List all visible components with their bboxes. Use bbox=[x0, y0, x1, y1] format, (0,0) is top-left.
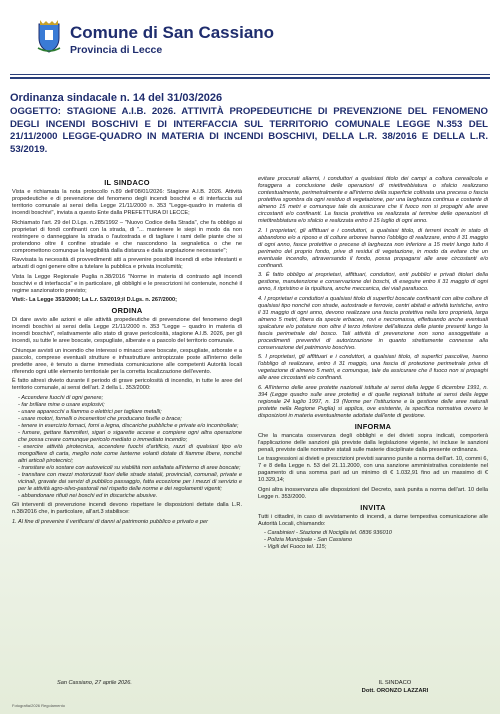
paragraph: Visti:- La Legge 353/2000; La L.r. 53/2019;il D.Lgs. n. 267/2000; bbox=[12, 297, 177, 303]
comune-name: Comune di San Cassiano bbox=[70, 23, 275, 42]
paragraph: 2. I proprietari, gli affittuari e i conduttori, a qualsiasi titolo, di terreni incolti in stato di abbandono e/o a riposo e di colture arboree hanno l'obbligo di realizzare, entro il 31 maggio di ogni anno, fasce protettive o precese di larghezza non inferiore a 15 metri lungo tutto il perimetro del proprio fondo, prive di residui di vegetazione, in modo da evitare che un eventuale incendio, attraversando il fondo, possa propagarsi alle aree circostanti e/o confinanti. bbox=[258, 227, 488, 269]
divider bbox=[10, 77, 490, 79]
signature-name: Dott. ORONZO LAZZARI bbox=[361, 688, 429, 694]
paragraph: 6. All'interno delle aree protette nazionali istituite ai sensi della legge 6 dicembre 1991, n. 394 (Legge quadro sulle aree protette) e di quelle regionali istituite ai sensi della legge regionale 24 luglio 1997, n. 19 (Norme per l'istituzione e la gestione delle aree naturali protette nella Regione Puglia) si applica, ove esistente, la specifica normativa ovvero le disposizioni in materia eventualmente adottate dall'ente di gestione. bbox=[258, 384, 488, 419]
section-heading-ordina: ORDINA bbox=[111, 306, 143, 315]
coat-of-arms-icon bbox=[36, 18, 62, 54]
paragraph: Di dare avvio alle azioni e alle attività propedeutiche di prevenzione del fenomeno degli incendi boschivi ai sensi della Legge 21/11/2000 n. 353 "Legge – quadro in materia di incendi boschivi", relativamente allo stato di grave pericolosità, stagione A.I.B. 2026, per gli incendi, su tutte le aree boscate, cespugliate, alberate e a pascolo del territorio comunale. bbox=[12, 317, 242, 344]
paragraph: Che la mancata osservanza degli obblighi e dei divieti sopra indicati, comporterà l'applicazione delle sanzioni già previste dalla legislazione vigente, ivi incluse le sanzioni penali, previste dalle normative statali sulle materie disciplinate dalla presente ordinanza. bbox=[258, 432, 488, 453]
header bbox=[36, 18, 274, 56]
paragraph: Gli interventi di prevenzione incendi devono rispettare le disposizioni dettate dalla L.R. n.38/2016 che, in particolare, all'art.3 stabilisce: bbox=[12, 502, 242, 515]
paragraph: Ogni altra inosservanza alle disposizioni del Decreto, sarà punita a norma dell'art. 10 della Legge n. 353/2000. bbox=[258, 486, 488, 500]
signature-title: IL SINDACO bbox=[378, 680, 412, 686]
list-item: - abbandonare rifiuti nei boschi ed in discariche abusive. bbox=[18, 492, 158, 499]
signature-date: San Cassiano, 27 aprile 2026. bbox=[57, 680, 132, 686]
list-item: - usare apparecchi a fiamma o elettrici per tagliare metalli; bbox=[18, 408, 162, 415]
paragraph: Vista e richiamata la nota protocollo n.89 dell'08/01/2026: Stagione A.I.B. 2026. Attività propedeutiche e di prevenzione del fenomeno degli incendi boschivi e di interfaccia sul territorio comunale ai sensi della Legge 21/11/2000 n. 353 "Legge-quadro in materia di incendi boschivi", inviata a questo Ente dalla PREFETTURA DI LECCE; bbox=[12, 189, 242, 216]
signature-block bbox=[320, 680, 470, 694]
paragraph: Richiamato l'art. 29 del D.Lgs. n.285/1992 – "Nuovo Codice della Strada", che fa obbligo ai proprietari di fondi confinanti con la strada, di "... mantenere le siepi in modo da non restringere o danneggiare la strada o l'autostrada e di tagliare i rami delle piante che si protendono oltre il confine stradale e che nascondono la segnaletica o che ne compromettono comunque la leggibilità dalla distanza e dalla angolazione necessarie"; bbox=[12, 219, 242, 254]
paragraph: 3. È fatto obbligo ai proprietari, affittuari, conduttori, enti pubblici e privati titolari della gestione, manutenzione e conservazione dei boschi, di eseguire entro il 31 maggio di ogni anno, il ripristino e la ripulitura, anche meccanica, dei viali parafuoco. bbox=[258, 272, 488, 292]
list-item: - usare motori, fornelli o inceneritori che producano faville o brace; bbox=[18, 415, 182, 422]
ordinance-subject: OGGETTO: STAGIONE A.I.B. 2026. ATTIVITÀ PROPEDEUTICHE DI PREVENZIONE DEL FENOMENO DEGLI INCENDI BOSCHIVI E DI INTERFACCIA SUL TERRITORIO COMUNALE LEGGE N.353 DEL 21/11/2000 LEGGE-QUADRO IN MATERIA DI INCENDI BOSCHIVI, DELLA L.R. 38/2016 E DELLA L.R. 53/2019. bbox=[10, 106, 488, 155]
contact-item: - Carabinieri - Stazione di Nociglia tel. 0836 936010 bbox=[264, 530, 392, 536]
divider bbox=[10, 74, 490, 75]
paragraph: 5. I proprietari, gli affittuari e i conduttori, a qualsiasi titolo, di superfici pascolive, hanno l'obbligo di realizzare, entro il 31 maggio, una fascia di protezione perimetrale priva di vegetazione di almeno 5 metri, e comunque, tale da assicurare che il fuoco non si propaghi alle aree circostanti e/o confinanti. bbox=[258, 354, 488, 381]
list-item: - tenere in esercizio fornaci, forni a legna, discariche pubbliche e private e/o incontrollate; bbox=[18, 422, 239, 429]
paragraph: Chiunque avvisti un incendio che interessi o minacci aree boscate, cespugliate, arborate e a pascolo, comprese eventuali strutture e infrastrutture antropizzate poste all'interno delle predette aree, è tenuto a darne immediata comunicazione alle competenti Autorità locali riferendo ogni utile elemento territoriale per la corretta localizzazione dell'evento. bbox=[12, 347, 242, 375]
provincia-name: Provincia di Lecce bbox=[70, 44, 163, 56]
contact-item: - Vigili del Fuoco tel. 115; bbox=[264, 544, 327, 550]
paragraph: 1. Al fine di prevenire il verificarsi di danni al patrimonio pubblico e privato e per bbox=[12, 518, 208, 525]
section-heading-informa: INFORMA bbox=[354, 421, 392, 431]
paragraph: Vista la Legge Regionale Puglia n.38/2016 "Norme in materia di contrasto agli incendi boschivi e di interfaccia" e in particolare, gli obblighi e le prescrizioni ivi contenute, nonché il regime sanzionatorio previsto; bbox=[12, 273, 242, 294]
section-heading-invita: INVITA bbox=[360, 502, 386, 512]
list-item: - transitare e/o sostare con autoveicoli su viabilità non asfaltata all'interno di aree boscate; bbox=[18, 464, 241, 471]
paragraph: 4. I proprietari e conduttori a qualsiasi titolo di superfici boscate confinanti con altre colture di qualsiasi tipo nonché con strade, autostrade e ferrovie, centri abitati e attività turistiche, entro il 31 maggio di ogni anno, devono realizzare una fascia protettiva nella loro proprietà, larga almeno 5 metri, libera da specie erbacee, rovi e necromassa, effettuando anche eventuali spalcature e/o potature non oltre il terzo inferiore dell'altezza delle piante presenti lungo la fascia perimetrale del bosco. Tali attività di prevenzione non sono assoggettate a procedimenti preventivi di autorizzazione in quanto strettamente connesse alla conservazione del patrimonio boschivo. bbox=[258, 295, 488, 351]
list-item: - fumare, gettare fiammiferi, sigari o sigarette accese e compiere ogni altra operazione che possa creare comunque pericolo mediato o immediato incendio; bbox=[18, 429, 242, 443]
paragraph: evitare procurati allarmi, i conduttori a qualsiasi titolo dei campi a coltura cerealicola e foraggera a conclusione delle operazioni di mietitrebbiatura o sfalcio realizzano contestualmente, perimetralmente e all'interno della superficie coltivata una precesa o fascia protettiva sgombra da ogni residuo di vegetazione, per una larghezza continua e costante di almeno 15 metri e comunque tale da assicurare che il fuoco non si propaghi alle aree circostanti e/o confinanti. La fascia protettiva va realizzata al termine delle operazioni di mietitrebbiatura e/o sfalcio e realizzata entro il 15 luglio di ogni anno. bbox=[258, 176, 488, 224]
paragraph: Ravvisata la necessità di provvedimenti atti a prevenire possibili incendi di erbe infestanti e arbusti di ogni genere oltre a tutelare la pubblica e privata incolumità; bbox=[12, 257, 242, 270]
paragraph: Le trasgressioni ai divieti e prescrizioni previsti saranno punite a norma dell'art. 10, commi 6, 7 e 8 della Legge n. 53 del 21.11.2000, con una sanzione amministrativa consistente nel pagamento di una somma pari ad un minimo di € 1.032,91 fino ad un massimo di € 10.329,14; bbox=[258, 456, 488, 483]
list-item: - transitare con mezzi motorizzati fuori delle strade statali, provinciali, comunali, private e vicinali, gravate dai servizi di pubblico passaggio, fatta eccezione per i mezzi di servizio e per le attività agro-silvo-pastorali nel rispetto delle norme e dei regolamenti vigenti; bbox=[18, 471, 242, 492]
right-column bbox=[258, 176, 488, 551]
contact-item: - Polizia Municipale - San Cassiano bbox=[264, 537, 352, 543]
paragraph: È fatto altresì divieto durante il periodo di grave pericolosità di incendio, in tutte le aree del territorio comunale, ai sensi dell'art. 2 della L. 353/2000: bbox=[12, 378, 242, 391]
ordinance-title: Ordinanza sindacale n. 14 del 31/03/2026 bbox=[10, 92, 223, 104]
section-heading-sindaco: IL SINDACO bbox=[104, 178, 150, 187]
footer-note: Fotografia/2026 Regolamento bbox=[12, 703, 65, 708]
left-column bbox=[12, 176, 242, 528]
list-item: - esercire attività pirotecnica, accendere fuochi d'artificio, razzi di qualsiasi tipo e/o mongolfiere di carta, meglio note come lanterne volanti dotate di fiamme libere, nonché altri articoli pirotecnici; bbox=[18, 443, 242, 464]
list-item: - Accendere fuochi di ogni genere; bbox=[18, 394, 103, 401]
list-item: - far brillare mine o usare esplosivi; bbox=[18, 401, 105, 408]
paragraph: Tutti i cittadini, in caso di avvistamento di incendi, a darne tempestiva comunicazione alle Autorità Locali, chiamando: bbox=[258, 513, 488, 527]
